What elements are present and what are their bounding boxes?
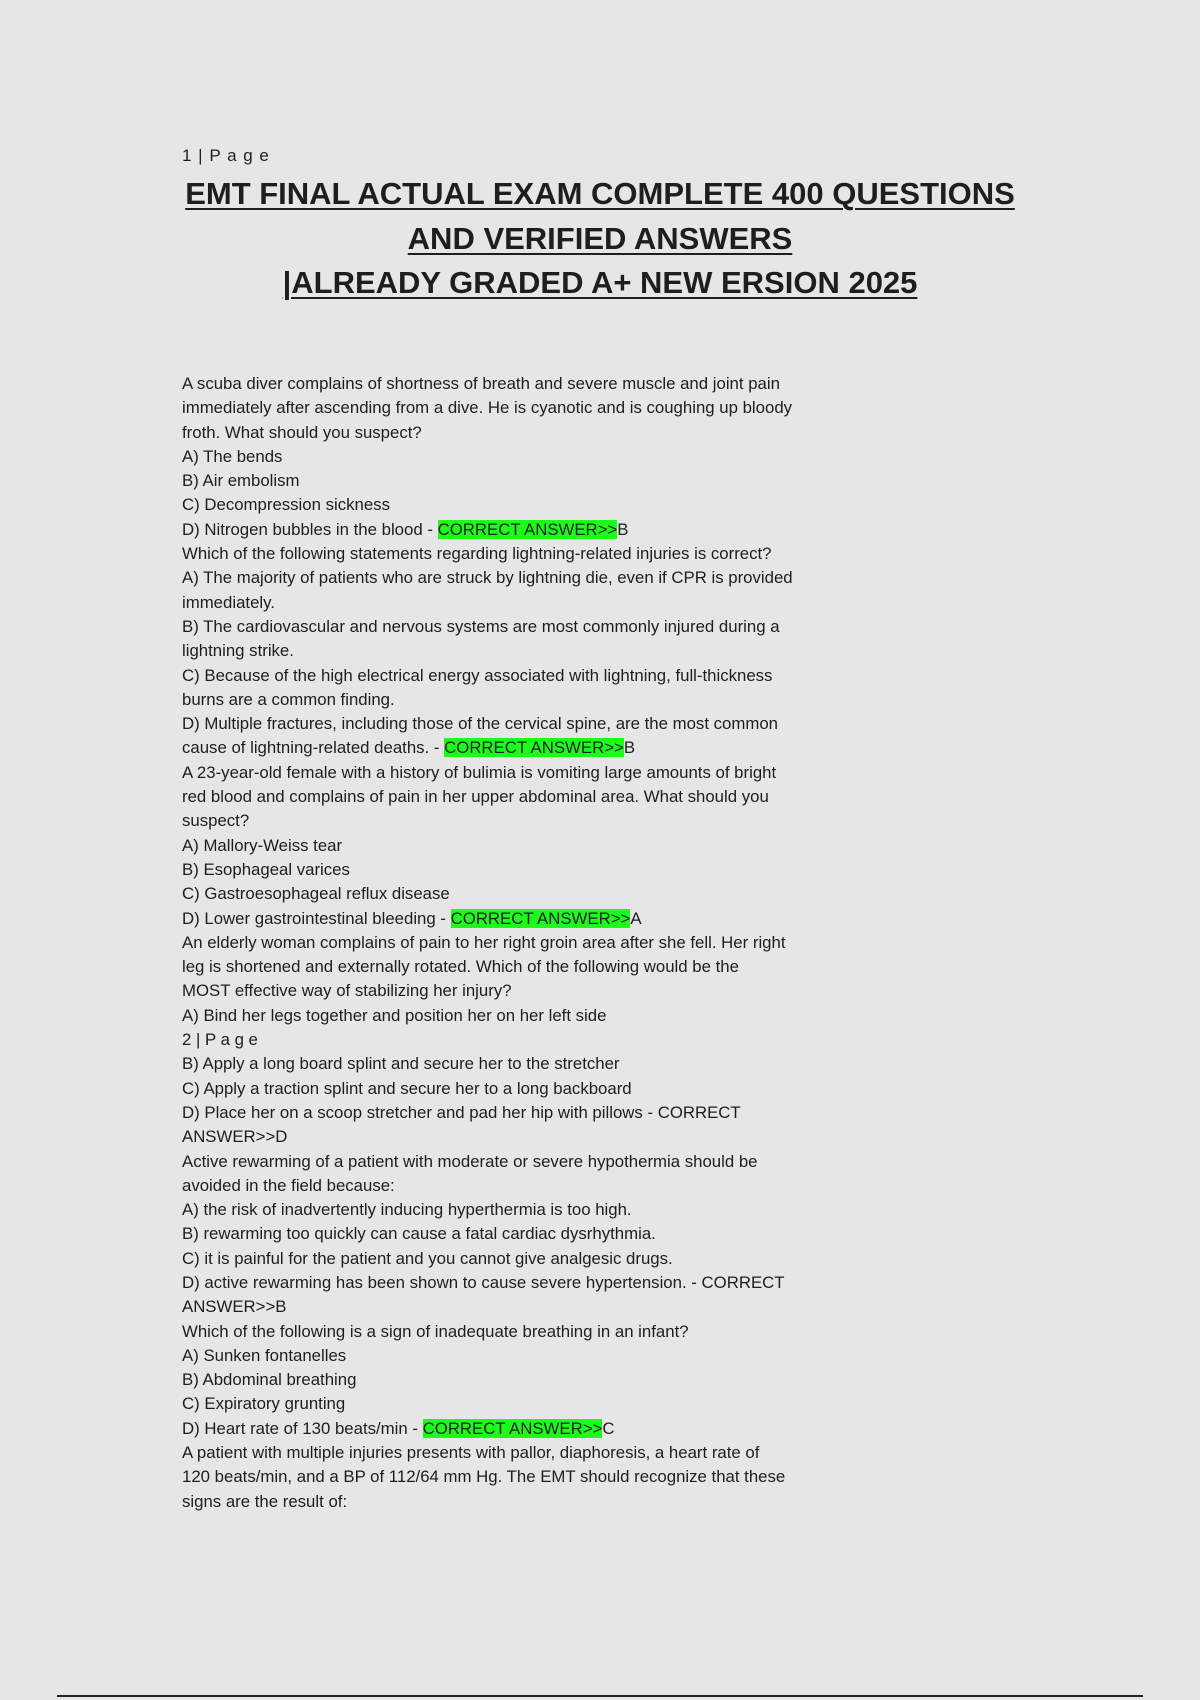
line-text: suspect? [182, 811, 250, 831]
text-line [182, 1150, 882, 1174]
line-text: 2 | P a g e [182, 1030, 258, 1050]
text-line [182, 469, 882, 493]
line-text: A) the risk of inadvertently inducing hyperthermia is too high. [182, 1200, 632, 1220]
line-text: ANSWER>>D [182, 1127, 288, 1147]
line-text: A) Mallory-Weiss tear [182, 835, 343, 855]
text-line [182, 1174, 882, 1198]
text-line [182, 1392, 882, 1416]
text-line [182, 882, 882, 906]
text-line [182, 1417, 882, 1441]
question-text-body [182, 372, 882, 1514]
line-text: C) Decompression sickness [182, 495, 390, 515]
text-line [182, 1101, 882, 1125]
line-text: burns are a common finding. [182, 689, 395, 709]
page-number-label [182, 1028, 882, 1052]
line-text: B) Air embolism [182, 471, 300, 491]
text-line [182, 396, 882, 420]
line-text: ANSWER>>B [182, 1297, 287, 1317]
text-line [182, 542, 882, 566]
line-text: signs are the result of: [182, 1491, 348, 1511]
text-line [182, 688, 882, 712]
answer-letter: B [617, 519, 629, 539]
line-text: A patient with multiple injuries presents with pallor, diaphoresis, a heart rate of [182, 1443, 760, 1463]
line-text: D) Heart rate of 130 beats/min - [182, 1418, 423, 1438]
line-text: C) it is painful for the patient and you cannot give analgesic drugs. [182, 1248, 673, 1268]
line-text: immediately after ascending from a dive. He is cyanotic and is coughing up bloody [182, 398, 793, 418]
line-text: Which of the following is a sign of inadequate breathing in an infant? [182, 1321, 689, 1341]
line-text: immediately. [182, 592, 275, 612]
line-text: C) Gastroesophageal reflux disease [182, 884, 450, 904]
line-text: Active rewarming of a patient with moderate or severe hypothermia should be [182, 1151, 758, 1171]
text-line [182, 372, 882, 396]
line-text: A) Bind her legs together and position her on her left side [182, 1005, 607, 1025]
text-line [182, 955, 882, 979]
title-line: AND VERIFIED ANSWERS [407, 220, 793, 256]
text-line [182, 421, 882, 445]
text-line [182, 1368, 882, 1392]
correct-answer-highlight: CORRECT ANSWER>> [437, 519, 618, 539]
text-line [182, 1247, 882, 1271]
text-line [182, 591, 882, 615]
line-text: lightning strike. [182, 641, 294, 661]
answer-letter: B [623, 738, 636, 758]
line-text: MOST effective way of stabilizing her injury? [182, 981, 512, 1001]
line-text: A) The majority of patients who are struck by lightning die, even if CPR is provided [182, 568, 793, 588]
line-text: B) Esophageal varices [182, 859, 350, 879]
text-line [182, 809, 882, 833]
line-text: B) Abdominal breathing [182, 1370, 357, 1390]
line-text: B) rewarming too quickly can cause a fatal cardiac dysrhythmia. [182, 1224, 656, 1244]
text-line [182, 1198, 882, 1222]
line-text: cause of lightning-related deaths. - [182, 738, 445, 758]
text-line [182, 907, 882, 931]
correct-answer-highlight: CORRECT ANSWER>> [444, 738, 624, 758]
text-line [182, 1077, 882, 1101]
line-text: C) Expiratory grunting [182, 1394, 346, 1414]
text-line [182, 639, 882, 663]
line-text: leg is shortened and externally rotated. Which of the following would be the [182, 957, 739, 977]
line-text: D) Nitrogen bubbles in the blood - [182, 519, 438, 539]
line-text: B) Apply a long board splint and secure her to the stretcher [182, 1054, 620, 1074]
correct-answer-highlight: CORRECT ANSWER>> [450, 908, 631, 928]
text-line [182, 566, 882, 590]
line-text: D) active rewarming has been shown to cause severe hypertension. - CORRECT [182, 1272, 785, 1292]
text-line [182, 1465, 882, 1489]
text-line [182, 1052, 882, 1076]
text-line [182, 518, 882, 542]
line-text: A scuba diver complains of shortness of breath and severe muscle and joint pain [182, 374, 780, 393]
text-line [182, 1344, 882, 1368]
line-text: D) Lower gastrointestinal bleeding - [182, 908, 451, 928]
text-line [182, 445, 882, 469]
text-line [182, 834, 882, 858]
answer-letter: C [602, 1418, 615, 1438]
line-text: D) Place her on a scoop stretcher and pad her hip with pillows - CORRECT [182, 1102, 741, 1122]
text-line [182, 712, 882, 736]
line-text: A) Sunken fontanelles [182, 1345, 347, 1365]
text-line [182, 1490, 882, 1514]
document-title [150, 172, 1050, 306]
line-text: A 23-year-old female with a history of bulimia is vomiting large amounts of bright [182, 762, 777, 782]
text-line [182, 1125, 882, 1149]
text-line [182, 1320, 882, 1344]
title-line: |ALREADY GRADED A+ NEW ERSION 2025 [282, 265, 918, 300]
line-text: Which of the following statements regarding lightning-related injuries is correct? [182, 544, 772, 564]
line-text: A) The bends [182, 446, 283, 466]
answer-letter: A [630, 908, 642, 928]
line-text: red blood and complains of pain in her upper abdominal area. What should you [182, 787, 769, 807]
text-line [182, 761, 882, 785]
text-line [182, 615, 882, 639]
text-line [182, 493, 882, 517]
line-text: froth. What should you suspect? [182, 422, 422, 442]
line-text: avoided in the field because: [182, 1175, 395, 1195]
line-text: B) The cardiovascular and nervous systems are most commonly injured during a [182, 616, 780, 636]
text-line [182, 1441, 882, 1465]
line-text: D) Multiple fractures, including those of the cervical spine, are the most common [182, 714, 778, 734]
line-text: 120 beats/min, and a BP of 112/64 mm Hg. The EMT should recognize that these [182, 1467, 786, 1487]
text-line [182, 1271, 882, 1295]
line-text: An elderly woman complains of pain to her right groin area after she fell. Her right [182, 932, 786, 952]
title-line: EMT FINAL ACTUAL EXAM COMPLETE 400 QUESTIONS [185, 176, 1015, 211]
text-line [182, 736, 882, 760]
text-line [182, 1222, 882, 1246]
line-text: C) Because of the high electrical energy associated with lightning, full-thickness [182, 665, 773, 685]
text-line [182, 931, 882, 955]
page-bottom-rule [57, 1695, 1143, 1697]
text-line [182, 858, 882, 882]
text-line [182, 1004, 882, 1028]
text-line [182, 1295, 882, 1319]
text-line [182, 664, 882, 688]
text-line [182, 979, 882, 1003]
correct-answer-highlight: CORRECT ANSWER>> [422, 1418, 603, 1438]
text-line [182, 785, 882, 809]
page-number-label: 1 | P a g e [182, 146, 270, 165]
line-text: C) Apply a traction splint and secure her to a long backboard [182, 1078, 632, 1098]
